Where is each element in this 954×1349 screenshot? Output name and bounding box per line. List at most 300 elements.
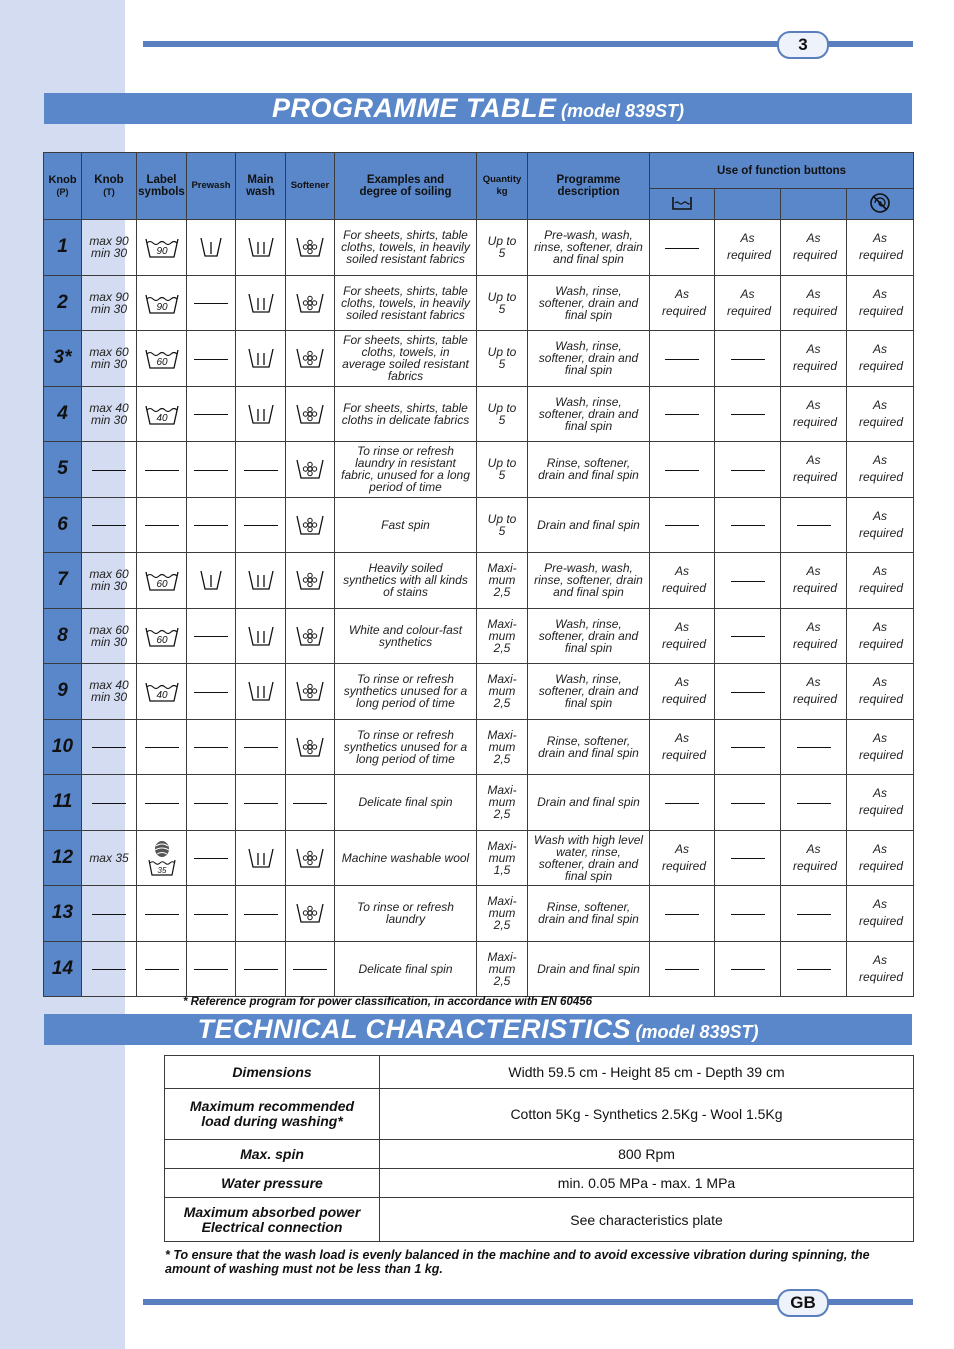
function-f2-cell (715, 386, 781, 442)
examples-cell: Machine washable wool (335, 830, 477, 886)
dash-mark (145, 470, 179, 471)
function-f2-cell (715, 608, 781, 664)
programme-title-text: PROGRAMME TABLE (272, 93, 557, 123)
header-fn-half-load (650, 189, 715, 220)
main-wash-icon (247, 402, 275, 426)
softener-cell (286, 442, 335, 498)
knob-t-temp: max 35 (82, 830, 137, 886)
function-f4-cell: As required (847, 775, 914, 831)
knob-t-temp (82, 442, 137, 498)
prewash-icon (199, 235, 223, 259)
header-examples: Examples and degree of soiling (335, 153, 477, 220)
quantity-cell: Maxi- mum 2,5 (477, 553, 528, 609)
knob-p-number: 8 (44, 608, 82, 664)
function-f1-cell (650, 941, 715, 997)
knob-p-number: 2 (44, 275, 82, 331)
programme-row (44, 719, 914, 775)
main-wash-cell (236, 608, 286, 664)
function-f4-cell: As required (847, 664, 914, 720)
main-wash-cell (236, 941, 286, 997)
softener-cell (286, 497, 335, 553)
function-f4-cell: As required (847, 331, 914, 387)
header-prewash: Prewash (187, 153, 236, 220)
examples-cell: For sheets, shirts, table cloths in delicate fabrics (335, 386, 477, 442)
wash-temp-value: 90 (155, 301, 168, 313)
header-main-wash: Main wash (236, 153, 286, 220)
function-f4-cell: As required (847, 830, 914, 886)
function-f3-cell: As required (781, 608, 847, 664)
label-symbol (137, 886, 187, 942)
softener-cell (286, 220, 335, 276)
dash-mark (665, 414, 699, 415)
prewash-icon (199, 568, 223, 592)
softener-icon (295, 735, 325, 759)
dash-mark (244, 969, 278, 970)
quantity-cell: Maxi- mum 2,5 (477, 886, 528, 942)
softener-icon (295, 235, 325, 259)
programme-row (44, 331, 914, 387)
wash-temp-icon (144, 679, 180, 703)
dash-mark (665, 803, 699, 804)
description-cell: Drain and final spin (528, 775, 650, 831)
dash-mark (731, 858, 765, 859)
knob-p-number: 4 (44, 386, 82, 442)
function-f3-cell: As required (781, 442, 847, 498)
dash-mark (797, 525, 831, 526)
tech-row-power (165, 1198, 914, 1242)
knob-t-temp (82, 497, 137, 553)
programme-model-text: (model 839ST) (560, 101, 684, 121)
page-number: 3 (777, 31, 829, 59)
function-f3-cell: As required (781, 275, 847, 331)
dash-mark (797, 969, 831, 970)
description-cell: Drain and final spin (528, 497, 650, 553)
label-symbol (137, 830, 187, 886)
dash-mark (797, 747, 831, 748)
technical-footnote: * To ensure that the wash load is evenly balanced in the machine and to avoid excessive vibration during spinning, the amount of washing must not be less than 1 kg. (165, 1248, 870, 1276)
function-f1-cell: As required (650, 830, 715, 886)
examples-cell: Fast spin (335, 497, 477, 553)
quantity-cell: Maxi- mum 1,5 (477, 830, 528, 886)
dash-mark (92, 470, 126, 471)
programme-row (44, 442, 914, 498)
softener-icon (295, 679, 325, 703)
main-wash-icon (247, 568, 275, 592)
half-load-icon (671, 195, 693, 211)
prewash-cell (187, 220, 236, 276)
knob-p-number: 6 (44, 497, 82, 553)
dash-mark (731, 969, 765, 970)
language-badge: GB (777, 1289, 829, 1317)
function-f3-cell (781, 775, 847, 831)
function-f3-cell (781, 497, 847, 553)
main-wash-cell (236, 830, 286, 886)
prewash-cell (187, 664, 236, 720)
function-f2-cell: As required (715, 275, 781, 331)
dash-mark (244, 525, 278, 526)
main-wash-cell (236, 331, 286, 387)
function-f3-cell (781, 719, 847, 775)
function-f3-cell: As required (781, 331, 847, 387)
programme-row (44, 830, 914, 886)
knob-t-temp (82, 941, 137, 997)
dash-mark (665, 248, 699, 249)
dash-mark (731, 414, 765, 415)
function-f1-cell: As required (650, 719, 715, 775)
wash-temp-value: 60 (155, 634, 168, 646)
prewash-cell (187, 497, 236, 553)
function-f1-cell: As required (650, 664, 715, 720)
description-cell: Wash, rinse, softener, drain and final spin (528, 275, 650, 331)
dash-mark (731, 525, 765, 526)
dash-mark (194, 914, 228, 915)
knob-p-number: 9 (44, 664, 82, 720)
knob-t-temp: max 60 min 30 (82, 608, 137, 664)
function-f4-cell: As required (847, 220, 914, 276)
programme-footnote: * Reference program for power classification, in accordance with EN 60456 (183, 996, 593, 1008)
function-f1-cell (650, 442, 715, 498)
main-wash-icon (247, 846, 275, 870)
function-f1-cell: As required (650, 275, 715, 331)
function-f1-cell: As required (650, 608, 715, 664)
quantity-cell: Maxi- mum 2,5 (477, 941, 528, 997)
quantity-cell: Up to 5 (477, 386, 528, 442)
label-symbol (137, 719, 187, 775)
programme-row (44, 386, 914, 442)
label-symbol (137, 664, 187, 720)
dash-mark (731, 470, 765, 471)
softener-icon (295, 901, 325, 925)
header-function-buttons: Use of function buttons (650, 153, 914, 189)
label-symbol (137, 275, 187, 331)
label-symbol (137, 497, 187, 553)
knob-p-number: 13 (44, 886, 82, 942)
function-f1-cell (650, 220, 715, 276)
softener-cell (286, 775, 335, 831)
tech-value: See characteristics plate (380, 1198, 914, 1242)
softener-cell (286, 608, 335, 664)
wash-temp-value: 90 (155, 246, 168, 258)
main-wash-icon (247, 291, 275, 315)
dash-mark (92, 803, 126, 804)
function-f2-cell (715, 442, 781, 498)
softener-cell (286, 386, 335, 442)
softener-icon (295, 346, 325, 370)
programme-row (44, 941, 914, 997)
dash-mark (797, 803, 831, 804)
main-wash-cell (236, 275, 286, 331)
function-f2-cell (715, 664, 781, 720)
quantity-cell: Up to 5 (477, 220, 528, 276)
tech-row-dimensions (165, 1056, 914, 1089)
knob-p-number: 7 (44, 553, 82, 609)
function-f4-cell: As required (847, 553, 914, 609)
header-softener: Softener (286, 153, 335, 220)
main-wash-cell (236, 497, 286, 553)
quantity-cell: Up to 5 (477, 442, 528, 498)
dash-mark (194, 858, 228, 859)
function-f2-cell: As required (715, 220, 781, 276)
dash-mark (731, 803, 765, 804)
function-f1-cell (650, 886, 715, 942)
knob-t-temp (82, 775, 137, 831)
examples-cell: To rinse or refresh laundry (335, 886, 477, 942)
function-f1-cell (650, 497, 715, 553)
tech-key: Water pressure (165, 1169, 380, 1198)
main-wash-cell (236, 553, 286, 609)
main-wash-icon (247, 624, 275, 648)
main-wash-icon (247, 235, 275, 259)
header-knob-p (44, 153, 82, 220)
quantity-cell: Maxi- mum 2,5 (477, 775, 528, 831)
dash-mark (194, 636, 228, 637)
dash-mark (731, 692, 765, 693)
label-symbol (137, 386, 187, 442)
header-description: Programme description (528, 153, 650, 220)
wash-temp-icon (144, 568, 180, 592)
prewash-cell (187, 608, 236, 664)
function-f3-cell: As required (781, 553, 847, 609)
dash-mark (731, 914, 765, 915)
wash-temp-icon (144, 346, 180, 370)
dash-mark (244, 914, 278, 915)
prewash-cell (187, 386, 236, 442)
dash-mark (665, 914, 699, 915)
function-f2-cell (715, 830, 781, 886)
programme-row (44, 775, 914, 831)
function-f1-cell (650, 775, 715, 831)
description-cell: Wash, rinse, softener, drain and final spin (528, 664, 650, 720)
examples-cell: For sheets, shirts, table cloths, towels, in heavily soiled resistant fabrics (335, 220, 477, 276)
function-f2-cell (715, 719, 781, 775)
wash-temp-icon (144, 291, 180, 315)
description-cell: Wash, rinse, softener, drain and final spin (528, 386, 650, 442)
programme-table-body (44, 220, 914, 997)
description-cell: Rinse, softener, drain and final spin (528, 719, 650, 775)
knob-t-temp: max 60 min 30 (82, 331, 137, 387)
programme-row (44, 608, 914, 664)
knob-p-number: 14 (44, 941, 82, 997)
function-f4-cell: As required (847, 719, 914, 775)
softener-cell (286, 553, 335, 609)
dash-mark (194, 359, 228, 360)
prewash-cell (187, 830, 236, 886)
function-f2-cell (715, 886, 781, 942)
description-cell: Wash, rinse, softener, drain and final spin (528, 608, 650, 664)
header-fn-no-spin (847, 189, 914, 220)
function-f3-cell (781, 886, 847, 942)
dash-mark (194, 803, 228, 804)
softener-icon (295, 457, 325, 481)
programme-row (44, 553, 914, 609)
wash-temp-icon (144, 235, 180, 259)
dash-mark (244, 747, 278, 748)
dash-mark (293, 803, 327, 804)
description-cell: Rinse, softener, drain and final spin (528, 886, 650, 942)
knob-t-temp: max 90 min 30 (82, 275, 137, 331)
softener-icon (295, 568, 325, 592)
programme-row (44, 220, 914, 276)
main-wash-cell (236, 386, 286, 442)
main-wash-cell (236, 886, 286, 942)
softener-icon (295, 402, 325, 426)
prewash-cell (187, 553, 236, 609)
main-wash-cell (236, 664, 286, 720)
knob-p-number: 3* (44, 331, 82, 387)
softener-icon (295, 846, 325, 870)
dash-mark (731, 747, 765, 748)
function-f1-cell (650, 331, 715, 387)
knob-p-number: 1 (44, 220, 82, 276)
dash-mark (797, 914, 831, 915)
dash-mark (731, 581, 765, 582)
function-f3-cell: As required (781, 664, 847, 720)
header-knob-p-label: Knob (48, 174, 77, 186)
quantity-cell: Up to 5 (477, 331, 528, 387)
main-wash-cell (236, 442, 286, 498)
function-f4-cell: As required (847, 497, 914, 553)
function-f3-cell: As required (781, 220, 847, 276)
prewash-cell (187, 719, 236, 775)
dash-mark (293, 969, 327, 970)
dash-mark (194, 525, 228, 526)
dash-mark (194, 303, 228, 304)
wash-temp-icon (144, 624, 180, 648)
dash-mark (92, 969, 126, 970)
function-f3-cell: As required (781, 830, 847, 886)
prewash-cell (187, 886, 236, 942)
label-symbol (137, 775, 187, 831)
header-fn-3 (781, 189, 847, 220)
tech-row-max-load (165, 1089, 914, 1140)
dash-mark (665, 359, 699, 360)
header-fn-2 (715, 189, 781, 220)
wash-temp-value: 35 (157, 865, 166, 875)
prewash-cell (187, 331, 236, 387)
wash-temp-value: 40 (155, 412, 168, 424)
dash-mark (244, 470, 278, 471)
softener-icon (295, 291, 325, 315)
function-f4-cell: As required (847, 386, 914, 442)
quantity-cell: Up to 5 (477, 497, 528, 553)
header-knob-t-sub: (T) (103, 187, 115, 197)
wash-temp-value: 40 (155, 690, 168, 702)
wash-temp-value: 60 (155, 357, 168, 369)
tech-value: Cotton 5Kg - Synthetics 2.5Kg - Wool 1.5Kg (380, 1089, 914, 1140)
function-f1-cell: As required (650, 553, 715, 609)
label-symbol (137, 941, 187, 997)
examples-cell: Delicate final spin (335, 775, 477, 831)
tech-value: Width 59.5 cm - Height 85 cm - Depth 39 cm (380, 1056, 914, 1089)
examples-cell: White and colour-fast synthetics (335, 608, 477, 664)
function-f4-cell: As required (847, 275, 914, 331)
programme-row (44, 886, 914, 942)
prewash-cell (187, 442, 236, 498)
examples-cell: Delicate final spin (335, 941, 477, 997)
label-symbol (137, 553, 187, 609)
knob-t-temp (82, 886, 137, 942)
main-wash-cell (236, 719, 286, 775)
dash-mark (145, 525, 179, 526)
dash-mark (194, 969, 228, 970)
dash-mark (92, 525, 126, 526)
function-f4-cell: As required (847, 941, 914, 997)
knob-p-number: 11 (44, 775, 82, 831)
softener-cell (286, 275, 335, 331)
dash-mark (244, 803, 278, 804)
tech-row-water-pressure (165, 1169, 914, 1198)
dash-mark (194, 692, 228, 693)
programme-row (44, 664, 914, 720)
knob-t-temp (82, 719, 137, 775)
tech-key: Max. spin (165, 1140, 380, 1169)
function-f2-cell (715, 331, 781, 387)
prewash-cell (187, 941, 236, 997)
function-f2-cell (715, 941, 781, 997)
tech-row-max-spin (165, 1140, 914, 1169)
knob-t-temp: max 40 min 30 (82, 664, 137, 720)
technical-title (44, 1014, 912, 1045)
softener-icon (295, 624, 325, 648)
quantity-cell: Maxi- mum 2,5 (477, 664, 528, 720)
label-symbol (137, 220, 187, 276)
programme-row (44, 497, 914, 553)
function-f1-cell (650, 386, 715, 442)
softener-cell (286, 719, 335, 775)
wash-temp-icon (144, 402, 180, 426)
softener-icon (295, 513, 325, 537)
dash-mark (731, 636, 765, 637)
quantity-cell: Maxi- mum 2,5 (477, 719, 528, 775)
tech-value: 800 Rpm (380, 1140, 914, 1169)
examples-cell: For sheets, shirts, table cloths, towels, in average soiled resistant fabrics (335, 331, 477, 387)
dash-mark (92, 747, 126, 748)
header-knob-t-label: Knob (94, 174, 124, 186)
dash-mark (194, 470, 228, 471)
no-spin-icon (869, 192, 891, 214)
dash-mark (145, 803, 179, 804)
knob-p-number: 10 (44, 719, 82, 775)
description-cell: Pre-wash, wash, rinse, softener, drain and final spin (528, 220, 650, 276)
quantity-cell: Up to 5 (477, 275, 528, 331)
knob-t-temp: max 40 min 30 (82, 386, 137, 442)
description-cell: Rinse, softener, drain and final spin (528, 442, 650, 498)
dash-mark (194, 747, 228, 748)
knob-t-temp: max 90 min 30 (82, 220, 137, 276)
function-f4-cell: As required (847, 886, 914, 942)
main-wash-icon (247, 346, 275, 370)
function-f2-cell (715, 775, 781, 831)
prewash-cell (187, 275, 236, 331)
knob-p-number: 5 (44, 442, 82, 498)
examples-cell: To rinse or refresh synthetics unused for a long period of time (335, 719, 477, 775)
knob-t-temp: max 60 min 30 (82, 553, 137, 609)
tech-key: Dimensions (165, 1056, 380, 1089)
header-knob-p-sub: (P) (56, 187, 69, 197)
main-wash-icon (247, 679, 275, 703)
dash-mark (145, 969, 179, 970)
description-cell: Wash, rinse, softener, drain and final spin (528, 331, 650, 387)
knob-p-number: 12 (44, 830, 82, 886)
examples-cell: Heavily soiled synthetics with all kinds of stains (335, 553, 477, 609)
softener-cell (286, 830, 335, 886)
dash-mark (194, 414, 228, 415)
header-knob-t (82, 153, 137, 220)
quantity-cell: Maxi- mum 2,5 (477, 608, 528, 664)
examples-cell: For sheets, shirts, table cloths, towels, in heavily soiled resistant fabrics (335, 275, 477, 331)
description-cell: Drain and final spin (528, 941, 650, 997)
description-cell: Wash with high level water, rinse, softener, drain and final spin (528, 830, 650, 886)
